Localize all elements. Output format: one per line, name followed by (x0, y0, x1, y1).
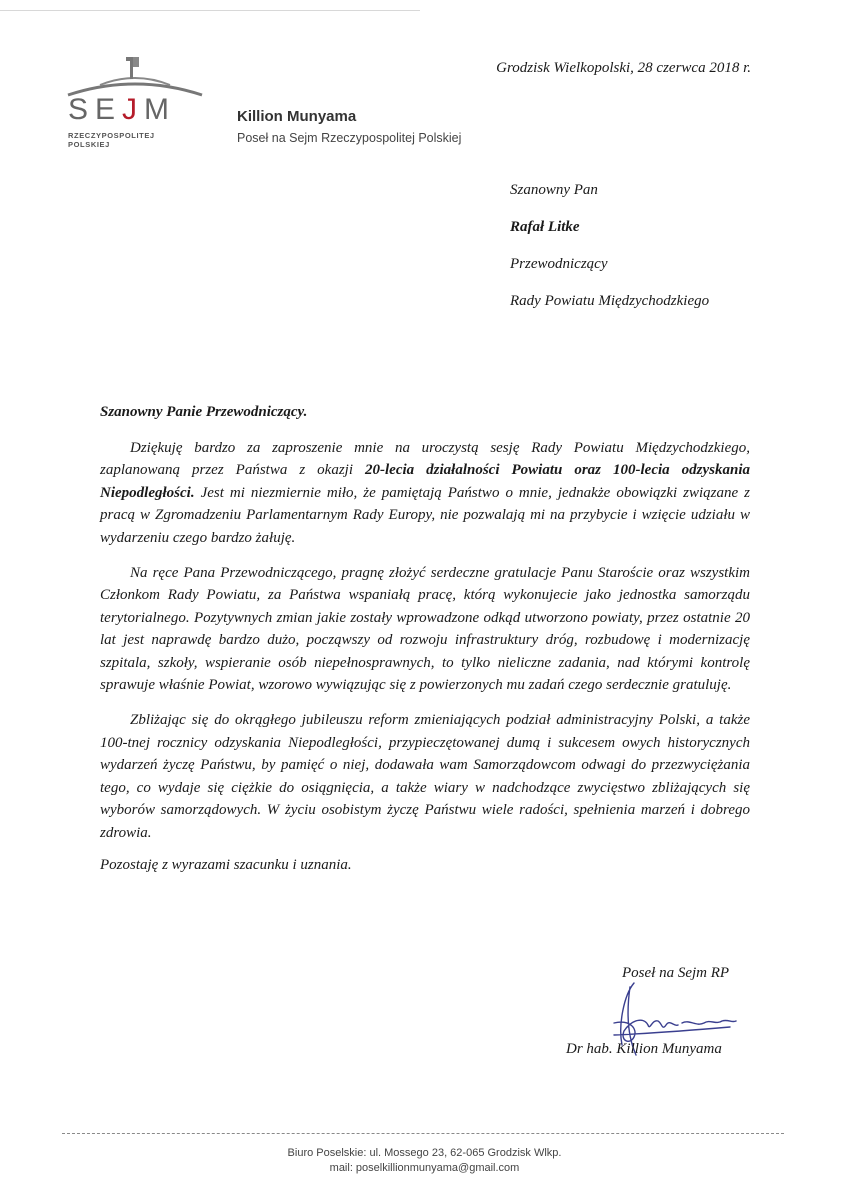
top-edge-line (0, 10, 420, 11)
sender-title: Poseł na Sejm Rzeczypospolitej Polskiej (237, 131, 462, 145)
footer (0, 1146, 849, 1176)
paragraph-1-emphasis: 20-lecia działalności Powiatu oraz 100-lecia odzyskania Niepodległości. (100, 462, 750, 501)
letter-salutation: Szanowny Panie Przewodniczący. (100, 404, 308, 420)
signature-name: Dr hab. Killion Munyama (566, 1041, 722, 1057)
sejm-logo (60, 55, 210, 165)
paragraph-1: Dziękuję bardzo za zaproszenie mnie na uroczystą sesję Rady Powiatu Międzychodzkiego, zaplanowaną przez Państwa z okazji 20-lecia działalności Powiatu oraz 100-lecia odzyskania Niepodległości. Jest mi niezmiernie miło, że pamiętają Państwo o mnie, jednakże obowiązki związane z pracą w Zgromadzeniu Parlamentarnym Rady Europy, nie pozwalają mi na przybycie i wzięcie udziału w wydarzeniu czego bardzo żałuję. (100, 440, 750, 546)
closing-line: Pozostaję z wyrazami szacunku i uznania. (100, 856, 352, 873)
paragraph-3: Zbliżając się do okrągłego jubileuszu reform zmieniających podział administracyjny Polski, a także 100-tnej rocznicy odzyskania Niepodległości, przypieczętowanej dumą i sukcesem owych historycznych wydarzeń życzę Państwu, by pamięć o niej, dodawała wam Samorządowcom odwagi do przezwyciężania tego, co wydaje się ciężkie do osiągnięcia, a także wiary w nadchodzące zwycięstwo zbliżających się wyborów samorządowych. W życiu osobistym życzę Państwu wiele radości, spełnienia marzeń i dobrego zdrowia. (100, 712, 750, 841)
footer-address: Biuro Poselskie: ul. Mossego 23, 62-065 Grodzisk Wlkp. (287, 1147, 562, 1159)
footer-divider (62, 1133, 784, 1134)
sender-name: Killion Munyama (237, 108, 357, 125)
paragraph-2: Na ręce Pana Przewodniczącego, pragnę złożyć serdeczne gratulacje Panu Staroście oraz wszystkim Członkom Rady Powiatu, za Państwa wspaniałą pracę, którą wykonujecie jako jednostka samorządu terytorialnego. Pozytywnych zmian jakie zostały wprowadzone odkąd utworzono powiaty, przez ostatnie 20 lat jest naprawdę bardzo dużo, począwszy od rozwoju infrastruktury dróg, rozbudowę i modernizację szpitala, szkoły, wspieranie osób niepełnosprawnych, to tylko nieliczne zadania, nad którymi kontrolę sprawuje właśnie Powiat, wzorowo wywiązując się z powierzonych mu zadań czego serdecznie gratuluję. (100, 565, 750, 694)
signature-role: Poseł na Sejm RP (622, 965, 730, 981)
letter-body (100, 404, 750, 874)
addressee-salutation: Szanowny Pan (510, 182, 598, 198)
logo-subtitle: RZECZYPOSPOLITEJ POLSKIEJ (68, 131, 155, 149)
place-date: Grodzisk Wielkopolski, 28 czerwca 2018 r. (496, 60, 751, 76)
footer-email: mail: poselkillionmunyama@gmail.com (329, 1162, 520, 1174)
logo-wordmark: SEJM (68, 93, 177, 126)
addressee-organization: Rady Powiatu Międzychodzkiego (510, 293, 710, 309)
addressee-role: Przewodniczący (510, 256, 608, 272)
addressee-block (510, 182, 709, 330)
addressee-name: Rafał Litke (510, 219, 580, 235)
